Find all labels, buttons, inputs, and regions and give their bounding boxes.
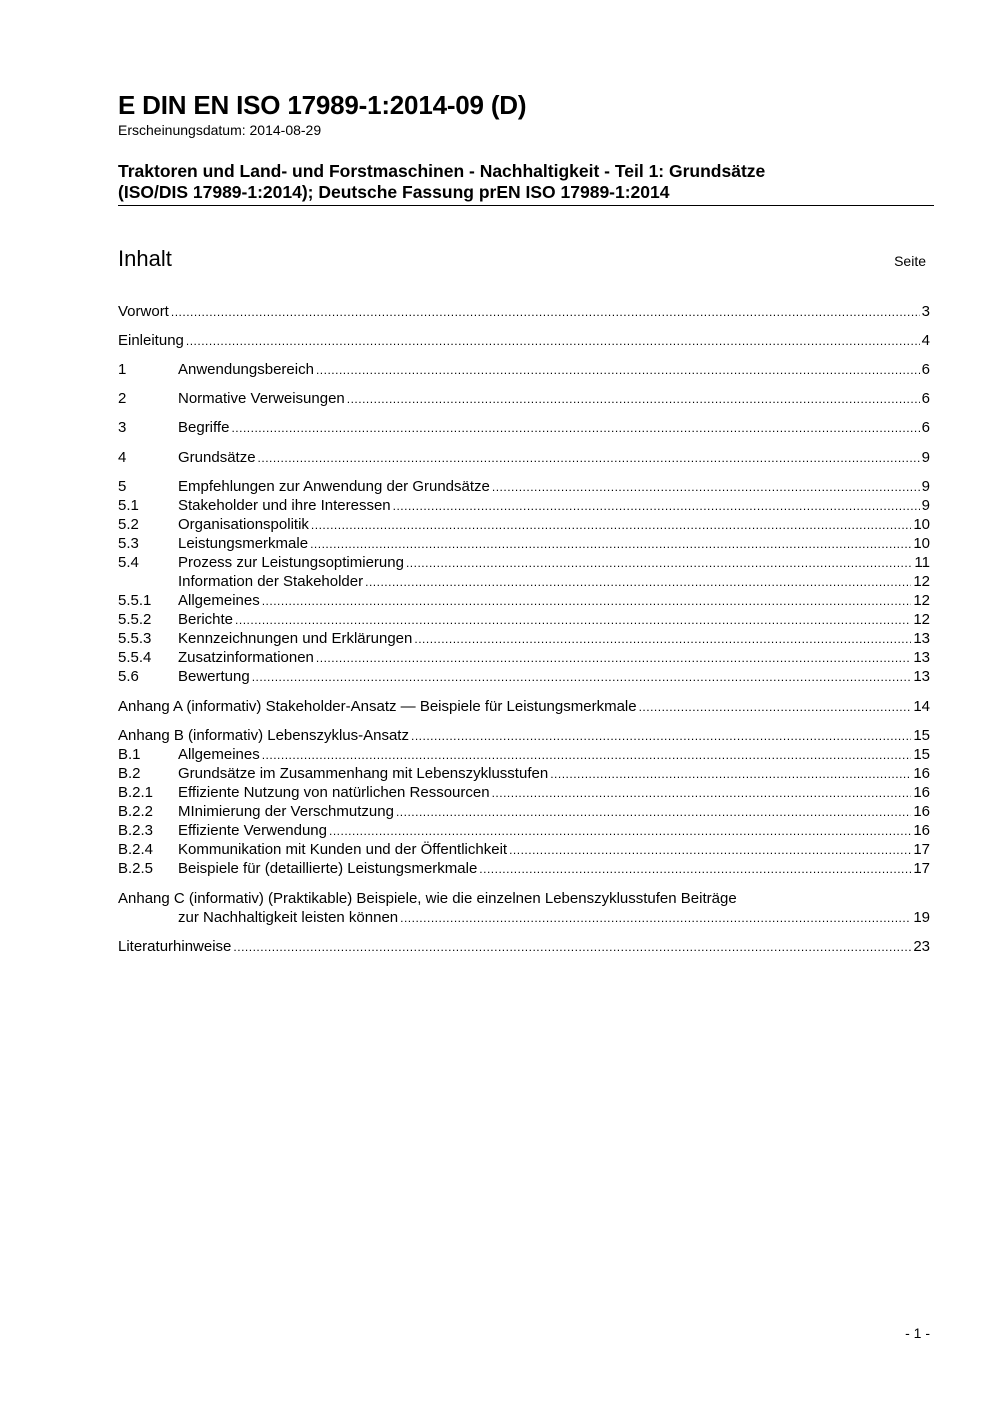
toc-entry-number: 2 [118,390,127,407]
toc-entry-page: 16 [913,784,930,801]
toc-entry-text: Kennzeichnungen und Erklärungen [178,630,413,647]
toc-entry-number: 5.5.1 [118,592,152,609]
toc-entry-b-1[interactable] [118,745,930,764]
toc-entry-5-2[interactable] [118,515,930,534]
toc-entry-b-2-4[interactable] [118,840,930,859]
toc-entry-4[interactable] [118,448,930,467]
dot-leader [235,611,911,630]
title-line-1: Traktoren und Land- und Forstmaschinen - Nachhaltigkeit - Teil 1: Grundsätze [118,161,766,181]
toc-entry-text: Allgemeines [178,746,260,763]
toc-entry-text: Literaturhinweise [118,938,232,955]
toc-entry-text: Grundsätze [178,449,256,466]
toc-entry-annex-b[interactable] [118,726,930,745]
dot-leader [262,746,912,765]
toc-entry-text: Prozess zur Leistungsoptimierung [178,554,404,571]
dot-leader [550,765,911,784]
dot-leader [258,449,920,468]
toc-entry-text: Anhang C (informativ) (Praktikable) Beispiele, wie die einzelnen Lebenszyklusstufen Beiträge [118,890,737,907]
dot-leader [186,332,920,351]
page-number: - 1 - [905,1325,930,1341]
toc-entry-page: 16 [913,803,930,820]
toc-entry-5-5-3[interactable] [118,629,930,648]
toc-entry-5-6[interactable] [118,667,930,686]
toc-entry-page: 10 [913,516,930,533]
toc-entry-page: 15 [913,746,930,763]
toc-entry-page: 12 [913,611,930,628]
toc-entry-5[interactable] [118,477,930,496]
toc-entry-page: 12 [913,592,930,609]
dot-leader [316,649,911,668]
toc-entry-page: 6 [921,419,930,436]
page-column-label: Seite [894,253,926,269]
toc-entry-number: B.2.2 [118,803,154,820]
toc-entry-page: 4 [921,332,930,349]
toc-entry-number: 5.5.4 [118,649,152,666]
toc-entry-page: 14 [913,698,930,715]
toc-entry-page: 6 [921,390,930,407]
toc-entry-text: Effiziente Nutzung von natürlichen Ressourcen [178,784,490,801]
toc-entry-text: Organisationspolitik [178,516,309,533]
dot-leader [310,535,911,554]
publication-date: Erscheinungsdatum: 2014-08-29 [118,122,322,138]
toc-entry-text: Empfehlungen zur Anwendung der Grundsätze [178,478,490,495]
toc-entry-number: 5.5.2 [118,611,152,628]
dot-leader [396,803,911,822]
toc-entry-text: zur Nachhaltigkeit leisten können [178,909,399,926]
toc-entry-page: 11 [914,554,930,571]
toc-entry-text: Begriffe [178,419,230,436]
toc-entry-5-1[interactable] [118,496,930,515]
dot-leader [414,630,911,649]
toc-entry-page: 15 [913,727,930,744]
toc-entry-literaturhinweise[interactable] [118,937,930,956]
toc-entry-5-5-4[interactable] [118,648,930,667]
toc-entry-text: Anhang B (informativ) Lebenszyklus-Ansatz [118,727,409,744]
toc-heading-row [118,245,928,273]
dot-leader [400,909,911,928]
toc-entry-number: B.2 [118,765,141,782]
toc-entry-page: 16 [913,822,930,839]
dot-leader [347,390,920,409]
toc-entry-text: Bewertung [178,668,250,685]
toc-entry-page: 13 [913,649,930,666]
toc-entry-1[interactable] [118,360,930,379]
document-title [118,161,934,206]
toc-entry-number: 5.3 [118,535,139,552]
toc-entry-text: Anwendungsbereich [178,361,314,378]
toc-entry-5-3[interactable] [118,534,930,553]
dot-leader [492,478,920,497]
toc-entry-number: 5.1 [118,497,139,514]
toc-entry-page: 17 [913,841,930,858]
toc-entry-page: 3 [921,303,930,320]
toc-entry-annex-a[interactable] [118,697,930,716]
toc-entry-number: 5.5.3 [118,630,152,647]
toc-entry-b-2-3[interactable] [118,821,930,840]
toc-entry-page: 9 [921,478,930,495]
dot-leader [492,784,912,803]
toc-entry-text: Leistungsmerkmale [178,535,309,552]
toc-entry-text: Beispiele für (detaillierte) Leistungsmerkmale [178,860,478,877]
dot-leader [262,592,912,611]
toc-entry-5-5-1[interactable] [118,591,930,610]
dot-leader [639,698,912,717]
dot-leader [171,303,920,322]
toc-entry-vorwort[interactable] [118,302,930,321]
toc-entry-number: 1 [118,361,127,378]
dot-leader [231,419,919,438]
toc-entry-5-5-2[interactable] [118,610,930,629]
toc-entry-page: 13 [913,668,930,685]
toc-entry-text: Vorwort [118,303,169,320]
toc-entry-page: 9 [921,497,930,514]
dot-leader [509,841,911,860]
toc-entry-5-5[interactable] [118,572,930,591]
document-header [118,90,934,206]
dot-leader [479,860,911,879]
toc-entry-b-2-1[interactable] [118,783,930,802]
toc-entry-page: 19 [913,909,930,926]
toc-entry-number: 3 [118,419,127,436]
toc-entry-text: Berichte [178,611,234,628]
toc-entry-text: MInimierung der Verschmutzung [178,803,394,820]
toc-entry-b-2-2[interactable] [118,802,930,821]
toc-entry-number: B.2.5 [118,860,154,877]
dot-leader [233,938,911,957]
toc-entry-page: 9 [921,449,930,466]
toc-entry-b-2-5[interactable] [118,859,930,878]
toc-entry-number: 4 [118,449,127,466]
toc-entry-page: 16 [913,765,930,782]
toc-entry-number: B.2.3 [118,822,154,839]
toc-entry-page: 12 [913,573,930,590]
toc-entry-text: Normative Verweisungen [178,390,345,407]
toc-heading: Inhalt [118,246,172,271]
toc-entry-2[interactable] [118,389,930,408]
toc-entry-3[interactable] [118,418,930,437]
toc-entry-number: B.2.4 [118,841,154,858]
dot-leader [311,516,911,535]
toc-entry-number: 5 [118,478,127,495]
dot-leader [406,554,912,573]
toc-entry-number: B.1 [118,746,141,763]
toc-entry-page: 13 [913,630,930,647]
toc-entry-page: 10 [913,535,930,552]
toc-entry-einleitung[interactable] [118,331,930,350]
toc-entry-page: 6 [921,361,930,378]
dot-leader [252,668,912,687]
toc-entry-text: Zusatzinformationen [178,649,314,666]
toc-entry-5-4[interactable] [118,553,930,572]
title-line-2: (ISO/DIS 17989-1:2014); Deutsche Fassung prEN ISO 17989-1:2014 [118,182,670,202]
toc-entry-page: 17 [913,860,930,877]
toc-entry-b-2[interactable] [118,764,930,783]
toc-entry-annex-c[interactable] [118,889,930,908]
toc-entry-number: B.2.1 [118,784,154,801]
dot-leader [329,822,911,841]
dot-leader [411,727,911,746]
document-id: E DIN EN ISO 17989-1:2014-09 (D) [118,90,527,120]
toc-entry-page: 23 [913,938,930,955]
dot-leader [316,361,920,380]
toc-entry-text: Stakeholder und ihre Interessen [178,497,391,514]
toc-entry-text: Grundsätze im Zusammenhang mit Lebenszyklusstufen [178,765,549,782]
toc-entry-annex-c-cont[interactable] [118,908,930,927]
toc-entry-text: Allgemeines [178,592,260,609]
toc-entry-text: Anhang A (informativ) Stakeholder-Ansatz — Beispiele für Leistungsmerkmale [118,698,637,715]
toc-entry-number: 5.2 [118,516,139,533]
dot-leader [365,573,911,592]
toc-entry-text: Einleitung [118,332,184,349]
toc-entry-text: Kommunikation mit Kunden und der Öffentlichkeit [178,841,508,858]
toc-entry-text: Information der Stakeholder [178,573,364,590]
toc-entry-number: 5.6 [118,668,139,685]
toc-entry-number: 5.4 [118,554,139,571]
dot-leader [393,497,920,516]
toc-entry-text: Effiziente Verwendung [178,822,327,839]
